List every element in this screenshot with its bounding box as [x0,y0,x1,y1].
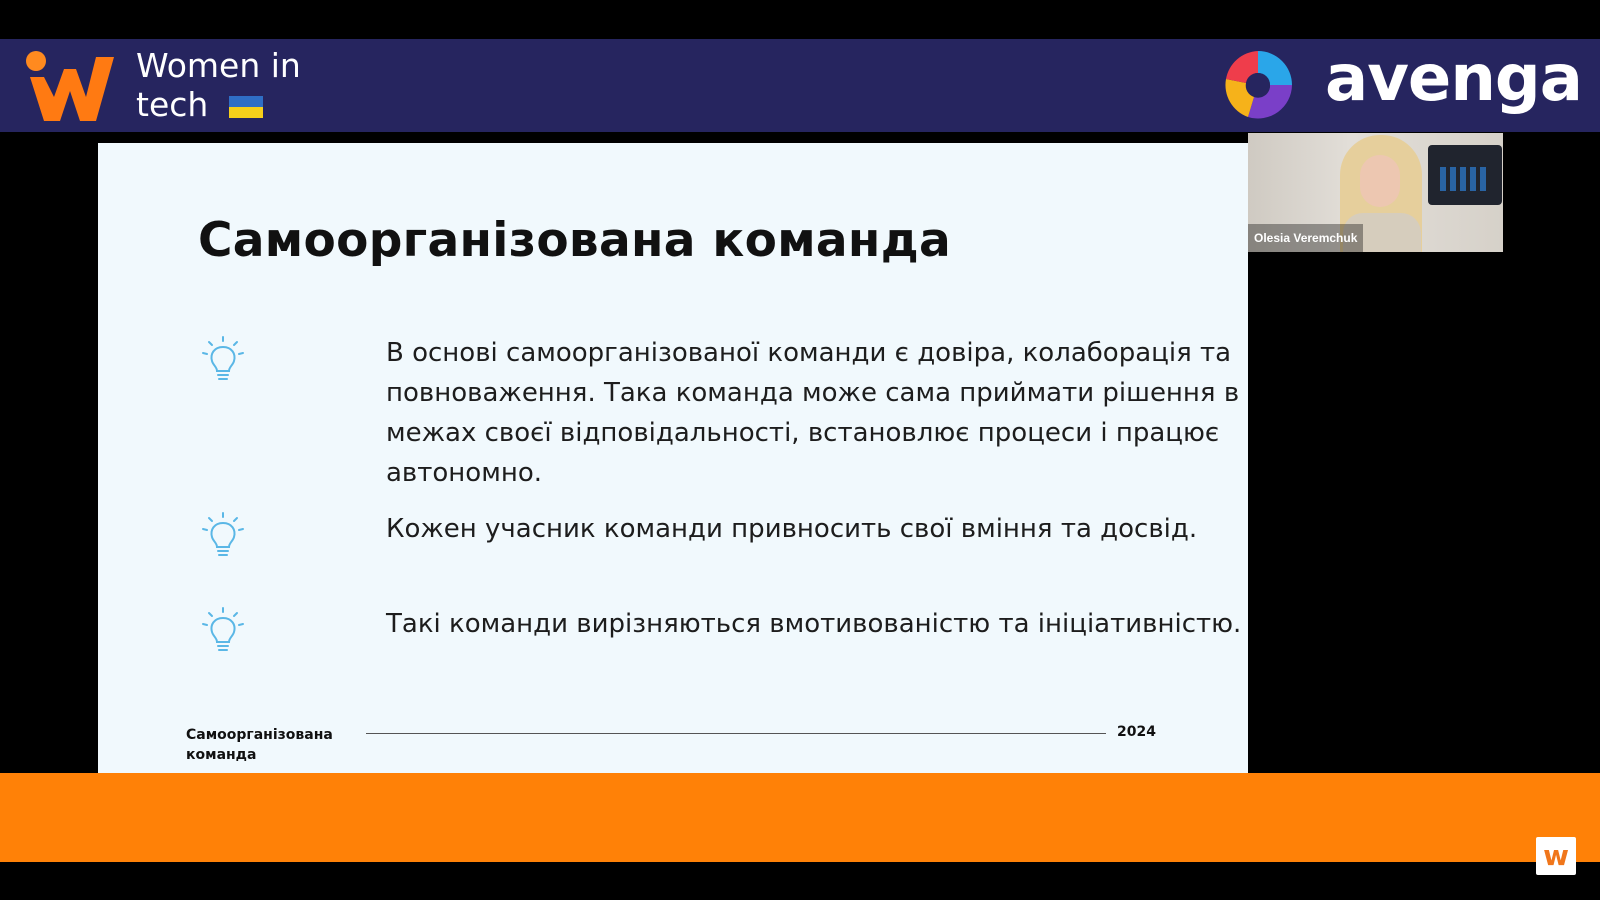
participant-video-tile[interactable] [1248,133,1503,252]
ukraine-flag-icon [229,96,263,118]
corner-watermark-logo [1536,837,1576,875]
slide-title: Самоорганізована команда [198,213,951,268]
bullet-text: Кожен учасник команди привносить свої вміння та досвід. [386,514,1198,544]
participant-name-label: Olesia Veremchuk [1248,224,1363,252]
footer-divider [366,733,1106,734]
video-background-screen [1428,145,1502,205]
women-in-tech-wordmark [136,46,301,124]
avenga-wordmark: avenga [1325,42,1582,116]
corner-logo-letter: w [1543,839,1569,872]
top-banner [0,39,1600,132]
women-in-tech-logo [22,47,118,127]
lightbulb-icon [198,511,248,561]
avenga-logo-mark [1218,45,1298,125]
slide-footer-year: 2024 [1117,724,1156,740]
bullet-text: В основі самоорганізованої команди є довіра, колаборація та повноваження. Така команда може сама приймати рішення в межах своєї відповідальності, встановлює процеси і працює автономно. [386,338,1240,488]
slide-footer-label: Самоорганізована команда [186,727,333,763]
wordmark-line2-text: tech [136,85,209,124]
presentation-slide [98,143,1248,773]
participant-face [1360,155,1400,207]
bottom-brand-bar [0,773,1600,862]
lightbulb-icon [198,335,248,385]
bullet-text: Такі команди вирізняються вмотивованістю та ініціативністю. [386,609,1242,639]
wordmark-line1: Women in [136,46,301,85]
lightbulb-icon [198,606,248,656]
wordmark-line2 [136,85,301,124]
